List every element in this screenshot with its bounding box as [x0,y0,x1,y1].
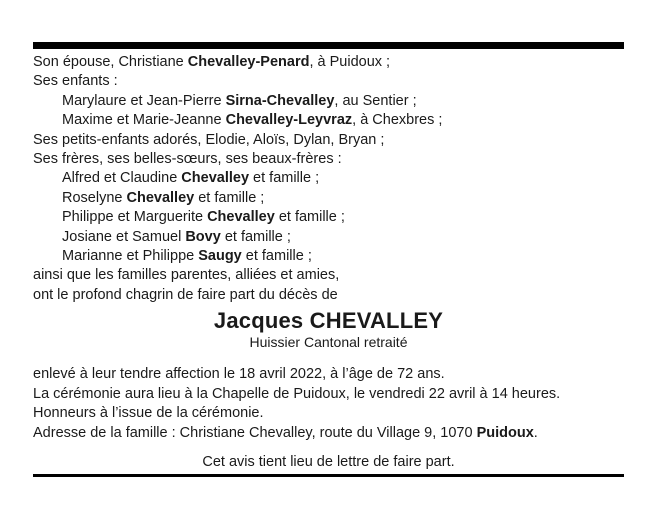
notice-line: Josiane et Samuel Bovy et famille ; [62,228,291,245]
closing-line: Cet avis tient lieu de lettre de faire part. [202,453,455,470]
notice-line: Maxime et Marie-Jeanne Chevalley-Leyvraz, à Chexbres ; [62,112,443,129]
notice-line: ainsi que les familles parentes, alliées et amies, [33,267,340,284]
notice-line: Philippe et Marguerite Chevalley et famille ; [62,209,345,226]
detail-lines [33,365,624,443]
deceased-subtitle: Huissier Cantonal retraité [249,334,408,351]
notice-line: ont le profond chagrin de faire part du décès de [33,286,338,303]
family-lines [33,53,624,305]
top-rule [33,42,624,49]
notice-line: Marylaure et Jean-Pierre Sirna-Chevalley, au Sentier ; [62,92,417,109]
notice-line: Marianne et Philippe Saugy et famille ; [62,248,312,265]
notice-line: enlevé à leur tendre affection le 18 avril 2022, à l’âge de 72 ans. [33,366,445,383]
deceased-name: Jacques CHEVALLEY [213,308,444,334]
bottom-rule [33,474,624,477]
notice-line: La cérémonie aura lieu à la Chapelle de Puidoux, le vendredi 22 avril à 14 heures. [33,385,561,402]
notice-line: Honneurs à l’issue de la cérémonie. [33,405,264,422]
notice-line: Ses enfants : [33,73,118,90]
notice-line: Ses petits-enfants adorés, Elodie, Aloïs, Dylan, Bryan ; [33,131,385,148]
notice-line: Ses frères, ses belles-sœurs, ses beaux-frères : [33,151,342,168]
notice-line: Roselyne Chevalley et famille ; [62,189,265,206]
notice-content [33,42,624,477]
notice-line: Adresse de la famille : Christiane Chevalley, route du Village 9, 1070 Puidoux. [33,424,538,441]
notice-line: Son épouse, Christiane Chevalley-Penard, à Puidoux ; [33,54,391,70]
notice-line: Alfred et Claudine Chevalley et famille ; [62,170,320,187]
